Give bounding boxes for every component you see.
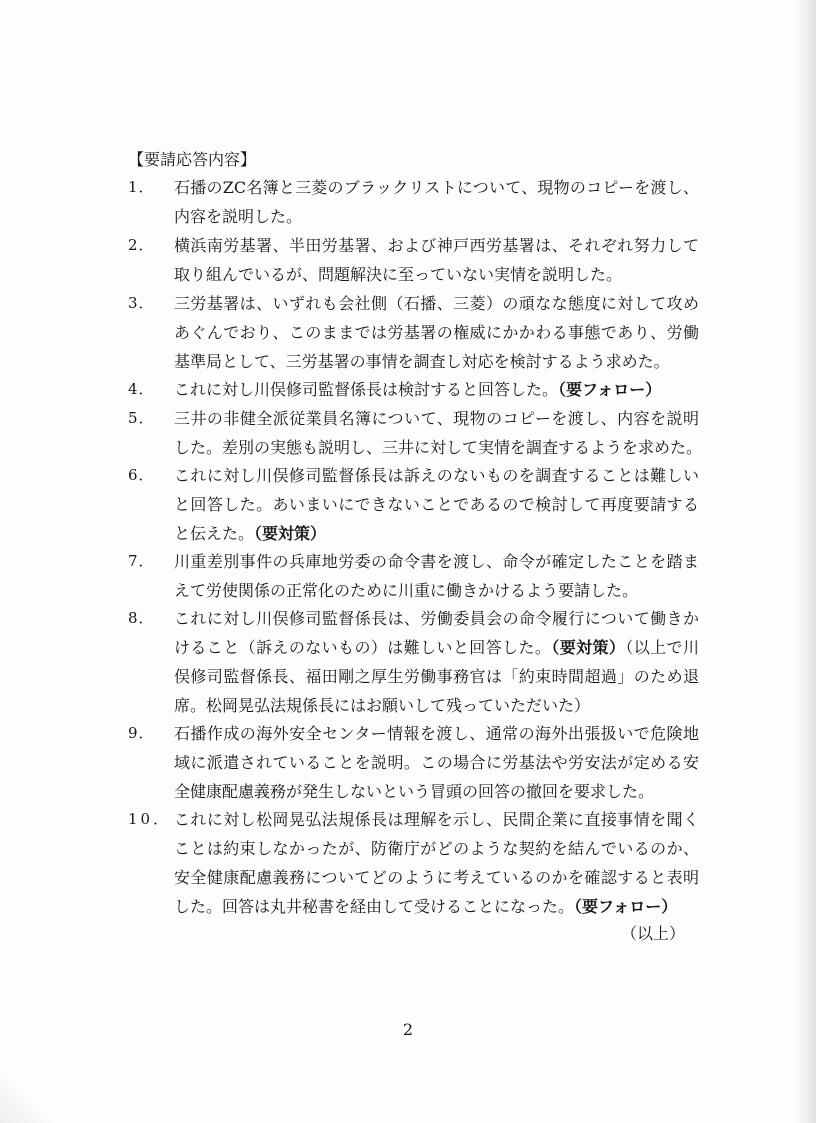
follow-up-tag: （要フォロー）	[558, 380, 662, 399]
item-number: 10．	[128, 810, 172, 828]
item-line: 基準局として、三労基署の事情を調査し対応を検討するよう求めた。	[174, 352, 670, 371]
item-line: これに対し松岡晃弘法規係長は理解を示し、民間企業に直接事情を聞く	[174, 810, 699, 829]
item-text	[174, 173, 699, 231]
item-line	[174, 633, 699, 662]
scan-corner-shadow	[0, 1063, 60, 1123]
item-line	[174, 519, 699, 548]
item-line: 川重差別事件の兵庫地労委の命令書を渡し、命令が確定したことを踏ま	[174, 552, 699, 571]
item-text	[174, 375, 699, 404]
item-number: 9．	[128, 724, 155, 742]
item-text	[174, 289, 699, 376]
item-text	[174, 805, 699, 921]
item-line: 取り組んでいるが、問題解決に至っていない実情を説明した。	[174, 265, 623, 284]
closing-mark: （以上）	[620, 924, 685, 943]
countermeasure-tag: （要対策）	[254, 524, 327, 543]
item-line: ことは約束しなかったが、防衛庁がどのような契約を結んでいるのか、	[174, 839, 699, 858]
item-line: 俣修司監督係長、福田剛之厚生労働事務官は「約束時間超過」のため退	[174, 667, 699, 686]
item-line	[174, 892, 699, 921]
item-text	[174, 404, 703, 462]
item-number: 6．	[128, 466, 155, 484]
item-number: 5．	[128, 409, 155, 427]
section-heading: 【要請応答内容】	[128, 150, 257, 169]
item-text	[174, 604, 699, 720]
item-line	[174, 375, 699, 404]
follow-up-tag: （要フォロー）	[574, 897, 678, 916]
scan-shadow	[794, 0, 816, 1123]
item-text	[174, 547, 699, 605]
item-number: 7．	[128, 552, 155, 570]
item-line-text: した。回答は丸井秘書を経由して受けることになった。	[174, 897, 575, 916]
item-line: あぐんでおり、このままでは労基署の権威にかかわる事態であり、労働	[174, 323, 699, 342]
item-line-text: けること（訴えのないもの）は難しいと回答した。	[174, 638, 552, 657]
item-text	[174, 231, 699, 289]
item-number: 1．	[128, 178, 155, 196]
item-line: 全健康配慮義務が発生しないという冒頭の回答の撤回を要求した。	[174, 782, 655, 801]
item-line: えて労使関係の正常化のために川重に働きかけるよう要請した。	[174, 581, 639, 600]
item-line: 横浜南労基署、半田労基署、および神戸西労基署は、それぞれ努力して	[174, 236, 699, 255]
item-line: した。差別の実態も説明し、三井に対して実情を調査するようを求めた。	[174, 438, 703, 457]
item-number: 4．	[128, 380, 155, 398]
item-line: これに対し川俣修司監督係長は、労働委員会の命令履行について働きか	[174, 609, 699, 628]
item-line: 席。松岡晃弘法規係長にはお願いして残っていただいた）	[174, 696, 591, 715]
item-line-text: （以上で川	[625, 638, 699, 657]
item-line-text: と伝えた。	[174, 524, 255, 543]
item-number: 8．	[128, 609, 155, 627]
page-number: 2	[402, 1020, 414, 1039]
item-number: 3．	[128, 294, 155, 312]
item-line: と回答した。あいまいにできないことであるので検討して再度要請する	[174, 495, 699, 514]
item-line-text: これに対し川俣修司監督係長は検討すると回答した。	[174, 380, 559, 399]
item-line: 域に派遣されていることを説明。この場合に労基法や労安法が定める安	[174, 753, 699, 772]
countermeasure-tag: （要対策）	[551, 638, 626, 657]
item-number: 2．	[128, 236, 155, 254]
item-line: 三井の非健全派従業員名簿について、現物のコピーを渡し、内容を説明	[174, 409, 699, 428]
item-line: 石播作成の海外安全センター情報を渡し、通常の海外出張扱いで危険地	[174, 724, 699, 743]
item-line: 安全健康配慮義務についてどのように考えているのかを確認すると表明	[174, 868, 699, 887]
item-text	[174, 719, 699, 806]
item-line: 内容を説明した。	[174, 207, 303, 226]
item-line: 三労基署は、いずれも会社側（石播、三菱）の頑なな態度に対して攻め	[174, 294, 699, 313]
item-line: これに対し川俣修司監督係長は訴えのないものを調査することは難しい	[174, 466, 699, 485]
item-text	[174, 461, 699, 548]
item-line: 石播のZC名簿と三菱のブラックリストについて、現物のコピーを渡し、	[174, 178, 699, 197]
